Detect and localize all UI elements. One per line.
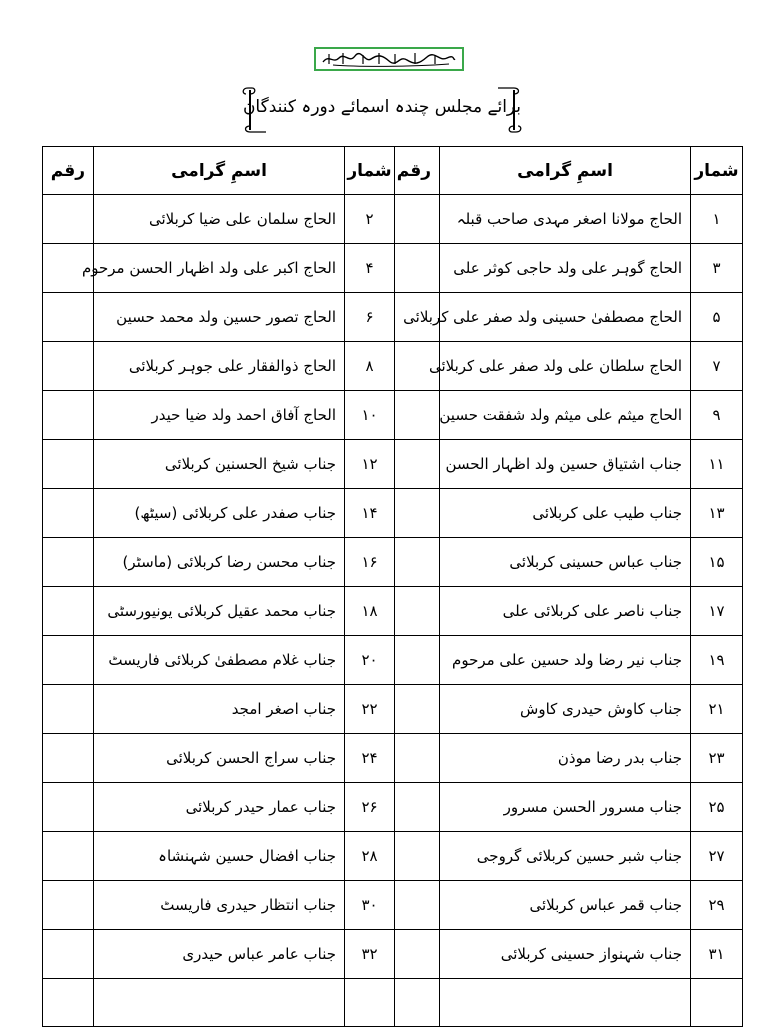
name-cell: الحاج میثم علی میثم ولد شفقت حسین — [440, 391, 691, 440]
serial-cell: ۱۶ — [345, 538, 395, 587]
amount-cell — [43, 538, 94, 587]
serial-cell: ۱۵ — [691, 538, 743, 587]
serial-cell: ۱۹ — [691, 636, 743, 685]
serial-cell: ۲۷ — [691, 832, 743, 881]
amount-cell — [395, 783, 440, 832]
amount-cell — [43, 636, 94, 685]
serial-cell: ۵ — [691, 293, 743, 342]
amount-cell — [395, 881, 440, 930]
col-amount-header: رقم — [395, 147, 440, 195]
name-cell: الحاج آفاق احمد ولد ضیا حیدر — [94, 391, 345, 440]
col-name-header: اسمِ گرامی — [440, 147, 691, 195]
amount-cell — [395, 538, 440, 587]
table-row — [43, 342, 743, 391]
amount-cell — [395, 636, 440, 685]
table-row — [43, 489, 743, 538]
name-cell: الحاج سلطان علی ولد صفر علی کربلائی — [440, 342, 691, 391]
amount-cell — [395, 685, 440, 734]
amount-cell — [43, 881, 94, 930]
serial-cell: ۲۸ — [345, 832, 395, 881]
amount-cell — [43, 685, 94, 734]
amount-cell — [43, 489, 94, 538]
name-cell: جناب افضال حسین شہنشاہ — [94, 832, 345, 881]
table-row — [43, 881, 743, 930]
table-row — [43, 391, 743, 440]
amount-cell — [395, 391, 440, 440]
name-cell: جناب بدر رضا موذن — [440, 734, 691, 783]
serial-cell: ۱۰ — [345, 391, 395, 440]
bismillah-calligraphy-icon — [319, 50, 459, 68]
amount-cell — [395, 440, 440, 489]
name-cell: الحاج گوہر علی ولد حاجی کوثر علی — [440, 244, 691, 293]
name-cell: الحاج اکبر علی ولد اظہار الحسن مرحوم — [94, 244, 345, 293]
serial-cell: ۱۴ — [345, 489, 395, 538]
amount-cell — [395, 930, 440, 979]
name-cell: جناب طیب علی کربلائی — [440, 489, 691, 538]
table-row — [43, 783, 743, 832]
amount-cell — [43, 587, 94, 636]
name-cell: الحاج تصور حسین ولد محمد حسین — [94, 293, 345, 342]
serial-cell: ۱۸ — [345, 587, 395, 636]
serial-cell: ۲۶ — [345, 783, 395, 832]
serial-cell: ۸ — [345, 342, 395, 391]
table-row — [43, 685, 743, 734]
amount-cell — [395, 195, 440, 244]
bismillah-calligraphy — [314, 47, 464, 71]
serial-cell: ۱۲ — [345, 440, 395, 489]
serial-cell: ۷ — [691, 342, 743, 391]
serial-cell: ۳۱ — [691, 930, 743, 979]
name-cell: جناب عباس حسینی کربلائی — [440, 538, 691, 587]
table-row — [43, 440, 743, 489]
amount-cell — [43, 783, 94, 832]
serial-cell: ۲ — [345, 195, 395, 244]
empty-row — [43, 979, 743, 1027]
serial-cell: ۲۵ — [691, 783, 743, 832]
amount-cell — [43, 930, 94, 979]
name-cell: جناب مسرور الحسن مسرور — [440, 783, 691, 832]
table-row — [43, 293, 743, 342]
amount-cell — [43, 195, 94, 244]
empty-cell — [691, 979, 743, 1027]
serial-cell: ۲۰ — [345, 636, 395, 685]
col-serial-header: شمار — [691, 147, 743, 195]
empty-cell — [43, 979, 94, 1027]
col-name-header: اسمِ گرامی — [94, 147, 345, 195]
amount-cell — [43, 440, 94, 489]
name-cell: جناب غلام مصطفیٰ کربلائی فاریسٹ — [94, 636, 345, 685]
serial-cell: ۲۱ — [691, 685, 743, 734]
amount-cell — [43, 734, 94, 783]
name-cell: الحاج مولانا اصغر مہدی صاحب قبلہ — [440, 195, 691, 244]
table-row — [43, 636, 743, 685]
amount-cell — [43, 293, 94, 342]
table-row — [43, 734, 743, 783]
page-title: برائے مجلس چندہ اسمائے دورہ کنندگان — [242, 97, 522, 117]
name-cell: جناب ناصر علی کربلائی علی — [440, 587, 691, 636]
name-cell: جناب انتظار حیدری فاریسٹ — [94, 881, 345, 930]
amount-cell — [395, 244, 440, 293]
amount-cell — [43, 342, 94, 391]
serial-cell: ۱ — [691, 195, 743, 244]
table-row — [43, 244, 743, 293]
name-cell: جناب سراج الحسن کربلائی — [94, 734, 345, 783]
table-row — [43, 538, 743, 587]
empty-cell — [395, 979, 440, 1027]
table-header-row — [43, 147, 743, 195]
name-cell: جناب شیخ الحسنین کربلائی — [94, 440, 345, 489]
roster-table — [42, 146, 743, 1027]
serial-cell: ۶ — [345, 293, 395, 342]
col-serial-header: شمار — [345, 147, 395, 195]
serial-cell: ۱۳ — [691, 489, 743, 538]
empty-cell — [440, 979, 691, 1027]
serial-cell: ۲۹ — [691, 881, 743, 930]
serial-cell: ۱۱ — [691, 440, 743, 489]
serial-cell: ۹ — [691, 391, 743, 440]
title-scroll — [238, 86, 526, 134]
serial-cell: ۳۰ — [345, 881, 395, 930]
amount-cell — [43, 391, 94, 440]
name-cell: جناب عامر عباس حیدری — [94, 930, 345, 979]
name-cell: جناب نیر رضا ولد حسین علی مرحوم — [440, 636, 691, 685]
serial-cell: ۱۷ — [691, 587, 743, 636]
name-cell: الحاج مصطفیٰ حسینی ولد صفر علی کربلائی — [440, 293, 691, 342]
name-cell: جناب محمد عقیل کربلائی یونیورسٹی — [94, 587, 345, 636]
name-cell: جناب صفدر علی کربلائی (سیٹھ) — [94, 489, 345, 538]
empty-cell — [94, 979, 345, 1027]
name-cell: جناب اصغر امجد — [94, 685, 345, 734]
serial-cell: ۴ — [345, 244, 395, 293]
serial-cell: ۲۲ — [345, 685, 395, 734]
amount-cell — [395, 587, 440, 636]
name-cell: الحاج ذوالفقار علی جوہر کربلائی — [94, 342, 345, 391]
serial-cell: ۲۴ — [345, 734, 395, 783]
amount-cell — [43, 832, 94, 881]
amount-cell — [395, 734, 440, 783]
table-row — [43, 195, 743, 244]
name-cell: جناب عمار حیدر کربلائی — [94, 783, 345, 832]
table-row — [43, 832, 743, 881]
serial-cell: ۲۳ — [691, 734, 743, 783]
serial-cell: ۳۲ — [345, 930, 395, 979]
amount-cell — [395, 489, 440, 538]
name-cell: جناب محسن رضا کربلائی (ماسٹر) — [94, 538, 345, 587]
name-cell: جناب کاوش حیدری کاوش — [440, 685, 691, 734]
name-cell: جناب اشتیاق حسین ولد اظہار الحسن — [440, 440, 691, 489]
name-cell: جناب شہنواز حسینی کربلائی — [440, 930, 691, 979]
name-cell: جناب شبر حسین کربلائی گروجی — [440, 832, 691, 881]
name-cell: الحاج سلمان علی ضیا کربلائی — [94, 195, 345, 244]
empty-cell — [345, 979, 395, 1027]
roster-body — [43, 195, 743, 1027]
name-cell: جناب قمر عباس کربلائی — [440, 881, 691, 930]
table-row — [43, 587, 743, 636]
amount-cell — [395, 832, 440, 881]
serial-cell: ۳ — [691, 244, 743, 293]
table-row — [43, 930, 743, 979]
col-amount-header: رقم — [43, 147, 94, 195]
